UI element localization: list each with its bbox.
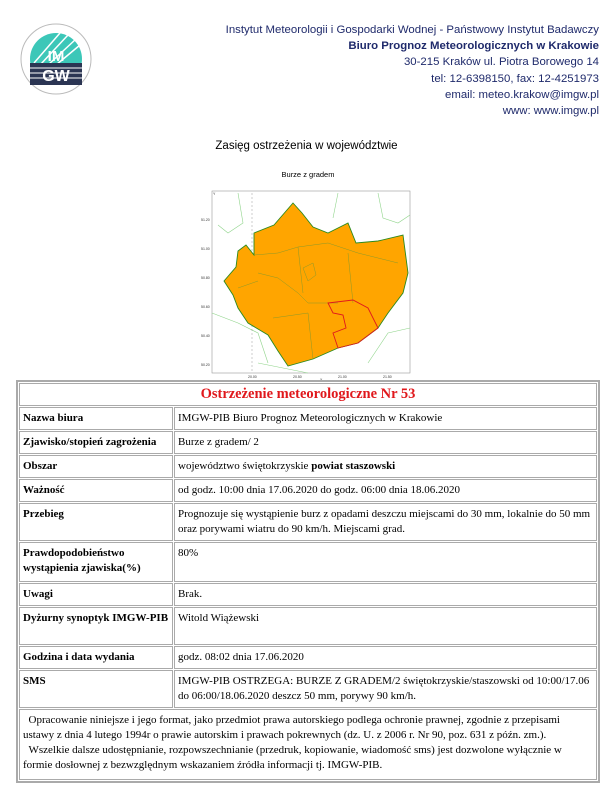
table-row bbox=[19, 479, 597, 502]
warning-map bbox=[198, 163, 418, 381]
website-link[interactable]: www: www.imgw.pl bbox=[502, 105, 599, 118]
table-row bbox=[19, 583, 597, 606]
y-axis-label: Y bbox=[213, 192, 216, 196]
row-label: SMS bbox=[19, 670, 173, 708]
table-row bbox=[19, 607, 597, 645]
row-value: Burze z gradem/ 2 bbox=[174, 431, 597, 454]
warning-table bbox=[16, 380, 600, 783]
table-row bbox=[19, 431, 597, 454]
row-value: Prognozuje się wystąpienie burz z opadami deszczu miejscami do 30 mm, lokalnie do 50 mm oraz porywami wiatru do 90 km/h. Miejscami grad. bbox=[174, 503, 597, 541]
imgw-logo bbox=[20, 23, 92, 95]
row-value: Brak. bbox=[174, 583, 597, 606]
table-row bbox=[19, 542, 597, 582]
copyright-text-1: Opracowanie niniejsze i jego format, jako przedmiot prawa autorskiego podlega ochronie prawnej, zgodnie z przepisami ustawy z dnia 4 lutego 1994r o prawie autorskim i prawach pokrewnych (dz. U. z 2006 r. Nr 90, poz. 631 z późn. zm.). bbox=[23, 714, 560, 741]
row-value: Witold Wiążewski bbox=[174, 607, 597, 645]
row-label: Dyżurny synoptyk IMGW-PIB bbox=[19, 607, 173, 645]
map-section-title: Zasięg ostrzeżenia w województwie bbox=[215, 140, 398, 152]
y-tick: 50.40 bbox=[201, 334, 210, 338]
table-row bbox=[19, 407, 597, 430]
row-label: Zjawisko/stopień zagrożenia bbox=[19, 431, 173, 454]
x-tick: 21.00 bbox=[338, 375, 347, 379]
row-value: IMGW-PIB OSTRZEGA: BURZE Z GRADEM/2 świętokrzyskie/staszowski od 10:00/17.06 do 06:00/18.06.2020 deszcz 50 mm, porywy 90 km/h. bbox=[174, 670, 597, 708]
svg-text:GW: GW bbox=[42, 68, 70, 85]
copyright-text-2: Wszelkie dalsze udostępnianie, rozpowszechnianie (przedruk, kopiowanie, wiadomość sms) jest dozwolone wyłącznie w formie dosłownej z bezwzględnym wskazaniem źródła informacji tj. IMGW-PIB. bbox=[23, 744, 562, 771]
copyright-notice bbox=[19, 709, 597, 780]
row-value: godz. 08:02 dnia 17.06.2020 bbox=[174, 646, 597, 669]
institute-header bbox=[226, 22, 599, 119]
y-tick: 50.60 bbox=[201, 305, 210, 309]
row-label: Przebieg bbox=[19, 503, 173, 541]
row-value bbox=[174, 455, 597, 478]
phone: tel: 12-6398150, fax: 12-4251973 bbox=[431, 72, 599, 85]
address: 30-215 Kraków ul. Piotra Borowego 14 bbox=[403, 56, 599, 69]
institute-name: Instytut Meteorologii i Gospodarki Wodnej - Państwowy Instytut Badawczy bbox=[225, 24, 599, 36]
office-name: Biuro Prognoz Meteorologicznych w Krakowie bbox=[348, 40, 599, 53]
x-tick: 21.50 bbox=[383, 375, 392, 379]
row-value: IMGW-PIB Biuro Prognoz Meteorologicznych w Krakowie bbox=[174, 407, 597, 430]
row-label: Uwagi bbox=[19, 583, 173, 606]
row-label: Ważność bbox=[19, 479, 173, 502]
x-tick: 20.50 bbox=[293, 375, 302, 379]
table-row bbox=[19, 503, 597, 541]
row-value: od godz. 10:00 dnia 17.06.2020 do godz. 06:00 dnia 18.06.2020 bbox=[174, 479, 597, 502]
row-label: Prawdopodobieństwo wystąpienia zjawiska(%) bbox=[19, 542, 173, 582]
y-tick: 51.20 bbox=[201, 218, 210, 222]
area-county: powiat staszowski bbox=[311, 460, 396, 472]
row-label: Godzina i data wydania bbox=[19, 646, 173, 669]
x-tick: 20.00 bbox=[248, 375, 257, 379]
table-row bbox=[19, 646, 597, 669]
table-row bbox=[19, 670, 597, 708]
row-value: 80% bbox=[174, 542, 597, 582]
x-axis-label: X bbox=[320, 378, 323, 381]
table-row bbox=[19, 455, 597, 478]
y-tick: 51.00 bbox=[201, 247, 210, 251]
warning-title: Ostrzeżenie meteorologiczne Nr 53 bbox=[19, 383, 597, 406]
row-label: Obszar bbox=[19, 455, 173, 478]
svg-text:IM: IM bbox=[47, 48, 65, 65]
email-link[interactable]: email: meteo.krakow@imgw.pl bbox=[445, 88, 599, 101]
y-tick: 50.80 bbox=[201, 276, 210, 280]
row-label: Nazwa biura bbox=[19, 407, 173, 430]
y-tick: 50.20 bbox=[201, 363, 210, 367]
area-region: województwo świętokrzyskie bbox=[178, 460, 309, 472]
map-title: Burze z gradem bbox=[281, 170, 335, 179]
